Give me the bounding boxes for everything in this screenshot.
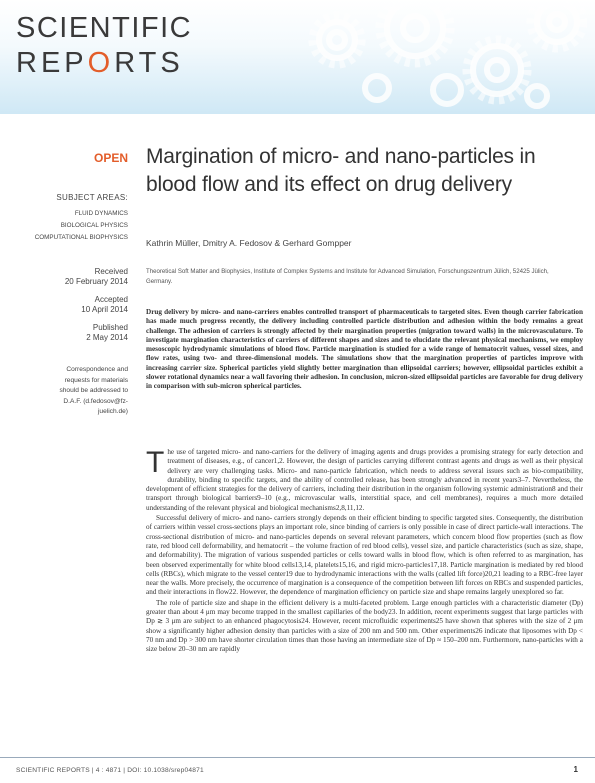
footer-citation: SCIENTIFIC REPORTS | 4 : 4871 | DOI: 10.1038/srep04871 [16,767,204,774]
affiliation: Theoretical Soft Matter and Biophysics, Institute of Complex Systems and Institute for Advanced Simulation, Forschungszentrum Jülich, 52425 Jülich, Germany. [146,268,549,285]
page-footer [0,757,595,783]
paragraph-1: The use of targeted micro- and nano-carriers for the delivery of imaging agents and drugs provides a promising strategy for early detection and treatment of diseases, e.g., of cancer1,2. However, the design of particles carrying different contrast agents and drugs as well as their physical delivery are very challenging tasks. Micro- and nano-particle fabrication, which needs to address several issues such as bio-compatibility, durability, binding to specific targets, and the ability of controlled release, has been strongly advanced in recent years3–7. Nevertheless, the development of efficient strategies for the delivery of carriers, including their distribution in the organism following systemic administration8 and their transport through biological barriers9–10 (e.g., microvascular walls, interstitial space, and cell membranes), requires a much more detailed understanding of the relevant physical and biological mechanisms2,8,11,12. [146,446,583,512]
paragraph-2: Successful delivery of micro- and nano- carriers strongly depends on their efficient binding to specific targeted sites. Consequently, the distribution of carriers within vessel cross-sections plays an important role, since binding of carriers is only possible in case of direct particle-wall interactions. The cross-sectional distribution of micro- and nano-particles depends on several relevant parameters, which concern blood flow properties (such as flow rate, red blood cell deformability, and hematocrit – the volume fraction of red blood cells), vessel size, and particle characteristics (such as size, shape, and deformability). The migration of various suspended particles or cells toward walls in blood flow, which is often referred to as margination, has been observed experimentally for white blood cells13,14, platelets15,16, and rigid micro-particles17,18. Particle margination is mediated by red blood cells (RBCs), which migrate to the vessel center19 due to hydrodynamic interactions with the walls (called lift force)20,21 leading to a RBC-free layer near the walls. More precisely, the occurrence of margination is a consequence of the competition between lift forces on RBCs and suspended particles, and their interactions in flow22. However, the dependence of margination efficiency on particle size and shape remains largely unexplored so far. [146,514,583,597]
accepted-block: Accepted 10 April 2014 [81,295,128,314]
journal-logo-line1: SCIENTIFIC [16,12,193,44]
subject-areas-heading: SUBJECT AREAS: [56,193,128,202]
page-number: 1 [573,765,578,774]
subject-item[interactable]: FLUID DYNAMICS [74,210,128,217]
paragraph-3: The role of particle size and shape in the efficient delivery is a multi-faceted problem. Large enough particles with a characteristic diameter (Dp) greater than about 4 μm may become trapped in the smallest capillaries of the body23. In addition, recent experiments suggest that large particles with Dp ≳ 3 μm are subject to an enhanced phagocytosis24. However, recent microfluidic experiments25 have shown that spheres with the size of 2 μm show a significantly higher adhesion density than particles with a size of 200 nm and 500 nm. Other experiments26 indicate that liposomes with Dp < 70 nm and Dp > 300 nm have shorter circulation times than those having an intermediate size of Dp ≈ 150–200 nm. Furthermore, nano-particles with a size below 20–30 nm are rapidly [146,598,583,654]
author-list: Kathrin Müller, Dmitry A. Fedosov & Gerhard Gompper [146,238,352,248]
subject-item[interactable]: COMPUTATIONAL BIOPHYSICS [34,234,128,241]
journal-header [0,0,595,114]
gears-decoration-icon [297,0,587,112]
drop-cap: T [146,446,165,479]
article-title: Margination of micro- and nano-particles in blood flow and its effect on drug delivery [146,145,536,196]
published-block: Published 2 May 2014 [86,323,128,342]
subject-item[interactable]: BIOLOGICAL PHYSICS [60,222,128,229]
subject-list [0,208,128,244]
correspondence-note: Correspondence and requests for materials should be addressed to D.A.F. (d.fedosov@fz- juelich.de) [59,366,128,415]
article-body [146,448,583,656]
abstract: Drug delivery by micro- and nano-carriers enables controlled transport of pharmaceuticals to targeted sites. Even though carrier fabrication has made much progress recently, the delivery including controlled particle distribution and adhesion within the body remains a great challenge. The adhesion of carriers is strongly affected by their margination properties (migration toward walls) in the microvasculature. To investigate margination characteristics of carriers of different shapes and sizes and to elucidate the relevant physical mechanisms, we employ mesoscopic hydrodynamic simulations of blood flow. Particle margination is studied for a wide range of hematocrit values, vessel sizes, and flow rates, using two- and three-dimensional models. The simulations show that the margination properties of particles improve with increasing carrier size. Spherical particles yield slightly better margination than ellipsoidal carriers; however, ellipsoidal particles exhibit a slower rotational dynamics near a wall favoring their adhesion. In conclusion, micron-sized ellipsoidal particles are favorable for drug delivery in comparison with sub-micron spherical particles. [146,308,583,391]
received-block: Received 20 February 2014 [64,267,128,286]
journal-logo-line2: REPORTS [16,47,184,79]
open-access-label: OPEN [93,151,128,165]
